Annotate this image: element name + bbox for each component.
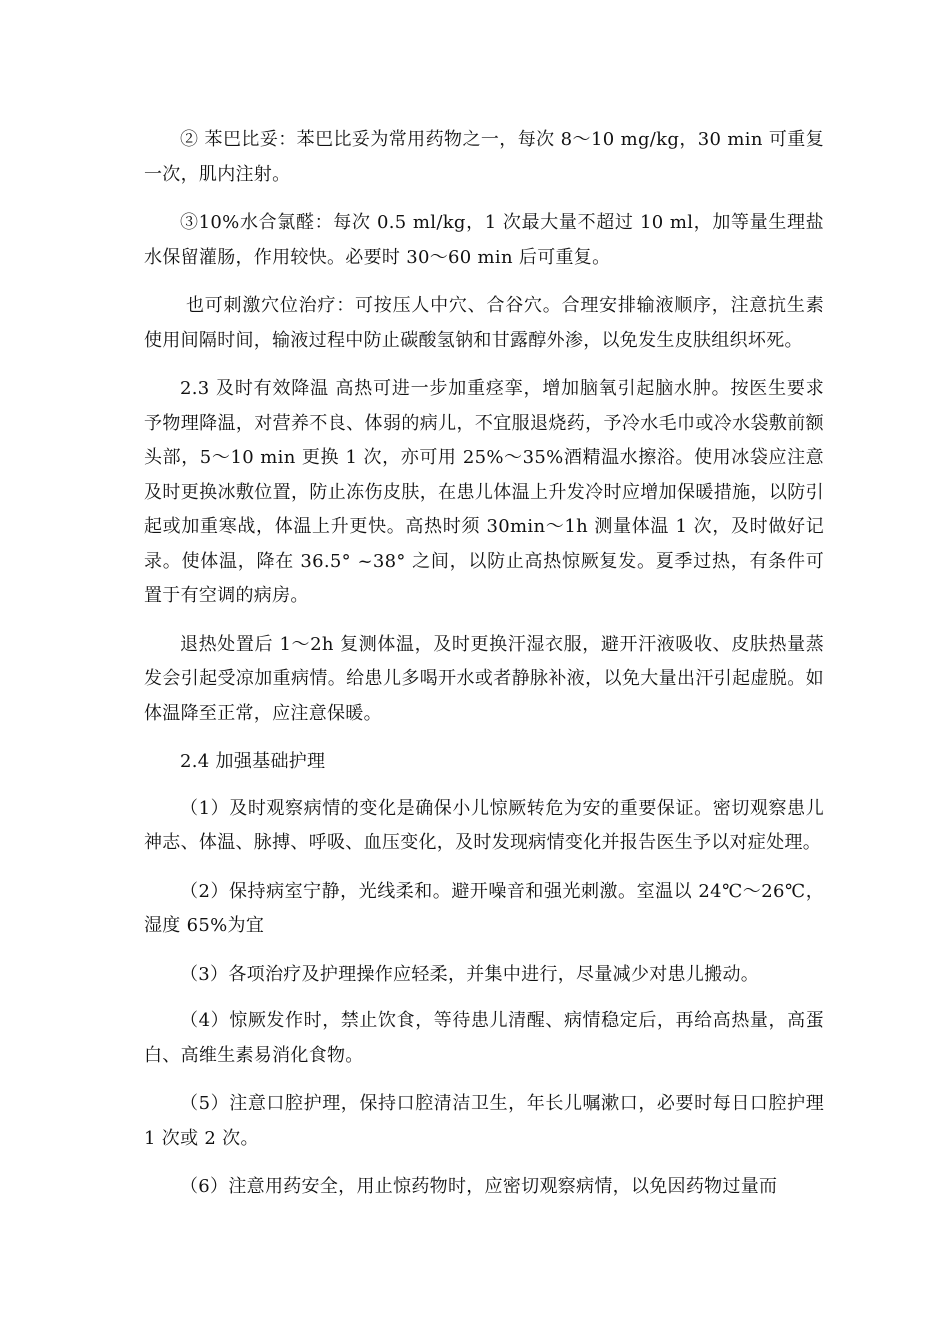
paragraph-post-fever: 退热处置后 1～2h 复测体温，及时更换汗湿衣服，避开汗液吸收、皮肤热量蒸发会引起受凉加重病情。给患儿多喝开水或者静脉补液，以免大量出汗引起虚脱。如体温降至正常，应注意保暖。 <box>144 633 824 724</box>
paragraph-care-6: （6）注意用药安全，用止惊药物时，应密切观察病情，以免因药物过量而 <box>180 1176 778 1197</box>
paragraph-acupoint: 也可刺激穴位治疗：可按压人中穴、合谷穴。合理安排输液顺序，注意抗生素使用间隔时间，输液过程中防止碳酸氢钠和甘露醇外渗，以免发生皮肤组织坏死。 <box>144 295 824 351</box>
document-body <box>144 123 824 1219</box>
paragraph-phenobarbital: ② 苯巴比妥：苯巴比妥为常用药物之一，每次 8～10 mg/kg，30 min 可重复一次，肌内注射。 <box>144 129 824 185</box>
paragraph-cooling: 2.3 及时有效降温 高热可进一步加重痉挛，增加脑氧引起脑水肿。按医生要求予物理降温，对营养不良、体弱的病儿，不宜服退烧药，予冷水毛巾或冷水袋敷前额头部，5～10 min 更换 1 次，亦可用 25%～35%酒精温水擦浴。使用冰袋应注意及时更换冰敷位置，防止冻伤皮肤，在患儿体温上升发冷时应增加保暖措施，以防引起或加重寒战，体温上升更快。高热时须 30min～1h 测量体温 1 次，及时做好记录。使体温，降在 36.5° ~38° 之间，以防止高热惊厥复发。夏季过热，有条件可置于有空调的病房。 <box>144 378 824 606</box>
paragraph-care-5: （5）注意口腔护理，保持口腔清洁卫生，年长儿嘱漱口，必要时每日口腔护理 1 次或 2 次。 <box>144 1093 824 1149</box>
paragraph-chloral-hydrate: ③10%水合氯醛：每次 0.5 ml/kg，1 次最大量不超过 10 ml，加等量生理盐水保留灌肠，作用较快。必要时 30～60 min 后可重复。 <box>144 212 824 268</box>
paragraph-care-2: （2）保持病室宁静，光线柔和。避开噪音和强光刺激。室温以 24℃～26℃，湿度 65%为宜 <box>144 880 824 936</box>
section-heading-basic-care: 2.4 加强基础护理 <box>180 751 326 772</box>
paragraph-care-1: （1）及时观察病情的变化是确保小儿惊厥转危为安的重要保证。密切观察患儿神志、体温、脉搏、呼吸、血压变化，及时发现病情变化并报告医生予以对症处理。 <box>144 797 824 853</box>
paragraph-care-4: （4）惊厥发作时，禁止饮食，等待患儿清醒、病情稳定后，再给高热量，高蛋白、高维生素易消化食物。 <box>144 1010 824 1066</box>
paragraph-care-3: （3）各项治疗及护理操作应轻柔，并集中进行，尽量减少对患儿搬动。 <box>180 963 760 985</box>
